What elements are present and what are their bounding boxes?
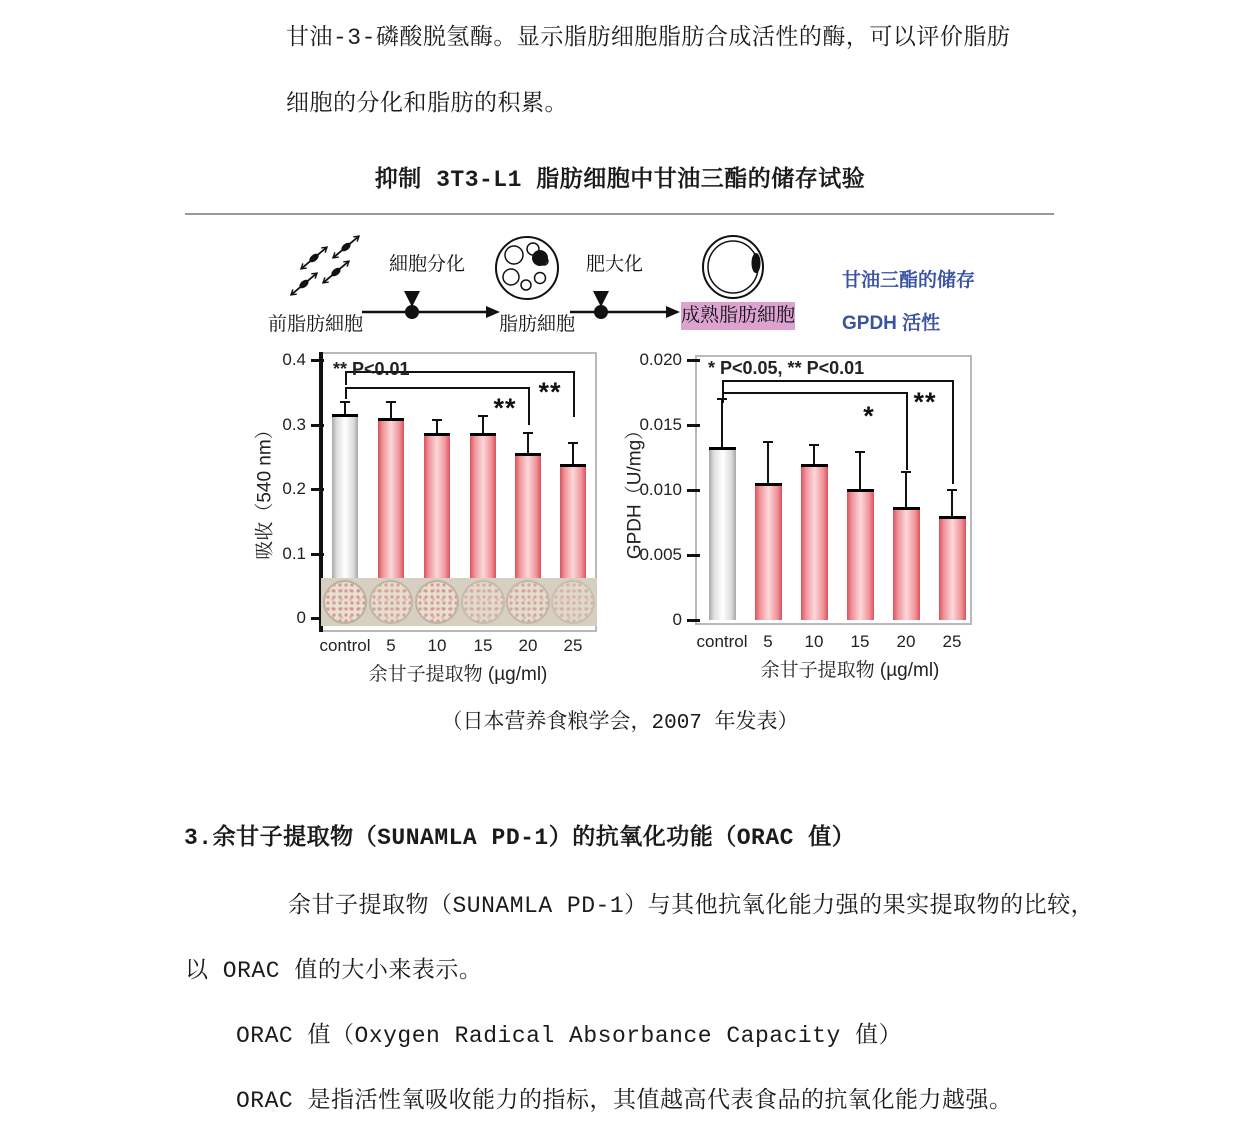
paragraph-2-line-1: 余甘子提取物（SUNAMLA PD-1）与其他抗氧化能力强的果实提取物的比较，	[288, 893, 1095, 919]
section-heading: 3.余甘子提取物（SUNAMLA PD-1）的抗氧化功能（ORAC 值）	[184, 825, 856, 851]
y-tick-label: 0.4	[282, 350, 306, 369]
stained-well-photo	[506, 580, 550, 624]
stained-well-photo	[551, 580, 595, 624]
error-bar-cap	[855, 451, 865, 453]
sig-bracket-drop	[722, 380, 724, 392]
x-tick-label: 20	[518, 636, 538, 655]
error-bar	[951, 490, 953, 516]
sig-bracket-drop	[345, 387, 347, 399]
error-bar-cap	[809, 444, 819, 446]
stage-adipocyte-label: 脂肪細胞	[499, 314, 576, 335]
stained-well-photo	[461, 580, 505, 624]
error-bar	[767, 442, 769, 483]
y-tick-mark	[687, 619, 700, 622]
paragraph-2-line-2: 以 ORAC 值的大小来表示。	[185, 958, 483, 984]
sig-bracket-horizontal	[345, 387, 530, 389]
bar-control	[709, 447, 736, 620]
y-tick-label: 0.015	[639, 415, 682, 434]
sig-bracket-horizontal	[722, 380, 954, 382]
sig-bracket-horizontal	[722, 392, 908, 394]
sig-marker: **	[913, 387, 937, 417]
bar	[939, 516, 966, 620]
x-tick-label: 10	[804, 632, 824, 651]
x-tick-label: 15	[473, 636, 493, 655]
y-tick-label: 0.010	[639, 480, 682, 499]
pvalue-annotation: * P<0.05, ** P<0.01	[708, 358, 865, 378]
y-tick-mark	[687, 554, 700, 557]
y-tick-label: 0.1	[282, 543, 306, 563]
pvalue-annotation: ** P<0.01	[333, 359, 410, 379]
x-axis-title: 余甘子提取物 (µg/ml)	[368, 664, 548, 685]
x-tick-label: 20	[896, 632, 916, 651]
x-tick-label: 15	[850, 632, 870, 651]
transition-differentiation-label: 細胞分化	[389, 254, 466, 275]
y-tick-label: 0.020	[639, 350, 682, 369]
x-tick-label: 5	[386, 636, 396, 655]
sig-marker: *	[863, 401, 875, 431]
gpdh-bar-chart	[0, 213, 1240, 745]
note-triglyceride-storage: 甘油三酯的储存	[842, 270, 976, 291]
stage-mature-adipocyte-label: 成熟脂肪細胞	[681, 302, 795, 330]
bar	[801, 464, 828, 620]
stained-well-photo	[323, 580, 367, 624]
x-tick-label: control	[696, 632, 748, 651]
x-tick-label: 5	[763, 632, 773, 651]
x-tick-label: 25	[942, 632, 962, 651]
x-tick-label: 10	[427, 636, 447, 655]
x-tick-label: control	[319, 636, 371, 655]
x-axis-title: 余甘子提取物 (µg/ml)	[760, 660, 940, 681]
stained-well-photo	[415, 580, 459, 624]
error-bar-cap	[947, 489, 957, 491]
y-tick-mark	[687, 424, 700, 427]
stained-well-photo	[369, 580, 413, 624]
sig-bracket-drop	[952, 380, 954, 484]
y-tick-label: 0.005	[639, 545, 682, 564]
y-tick-mark	[687, 359, 700, 362]
transition-hypertrophy-label: 肥大化	[586, 254, 644, 275]
y-tick-label: 0.2	[282, 479, 306, 498]
error-bar	[813, 445, 815, 465]
error-bar-cap	[901, 471, 911, 473]
paragraph-orac-definition: ORAC 值（Oxygen Radical Absorbance Capacity 值）	[236, 1023, 903, 1049]
error-bar	[905, 472, 907, 507]
paragraph-1-line-1: 甘油-3-磷酸脱氢酶。显示脂肪细胞脂肪合成活性的酶，可以评价脂肪	[286, 25, 1011, 51]
bar	[755, 483, 782, 620]
error-bar-cap	[763, 441, 773, 443]
figure-title: 抑制 3T3-L1 脂肪细胞中甘油三酯的储存试验	[374, 167, 866, 193]
stage-preadipocyte-label: 前脂肪細胞	[268, 314, 364, 335]
y-tick-label: 0	[672, 610, 682, 629]
figure-panel	[0, 213, 1240, 745]
bar	[893, 507, 920, 620]
note-gpdh-activity: GPDH 活性	[842, 313, 941, 334]
bar	[847, 489, 874, 620]
y-tick-label: 0.3	[282, 414, 306, 434]
sig-marker: **	[538, 377, 562, 407]
figure-caption: （日本营养食粮学会，2007 年发表）	[441, 712, 799, 735]
paragraph-1-line-2: 细胞的分化和脂肪的积累。	[286, 91, 568, 117]
error-bar	[859, 452, 861, 489]
y-axis-title: GPDH（U/mg）	[624, 420, 646, 560]
y-tick-label: 0	[296, 608, 306, 627]
x-tick-label: 25	[563, 636, 583, 655]
y-axis-title: 吸收（540 nm）	[254, 420, 276, 560]
y-tick-mark	[687, 489, 700, 492]
error-bar	[721, 399, 723, 447]
sig-marker: **	[493, 393, 517, 423]
sig-bracket-drop	[722, 392, 724, 403]
paragraph-orac-explanation: ORAC 是指活性氧吸收能力的指标，其值越高代表食品的抗氧化能力越强。	[236, 1088, 1013, 1114]
sig-bracket-drop	[906, 392, 908, 470]
